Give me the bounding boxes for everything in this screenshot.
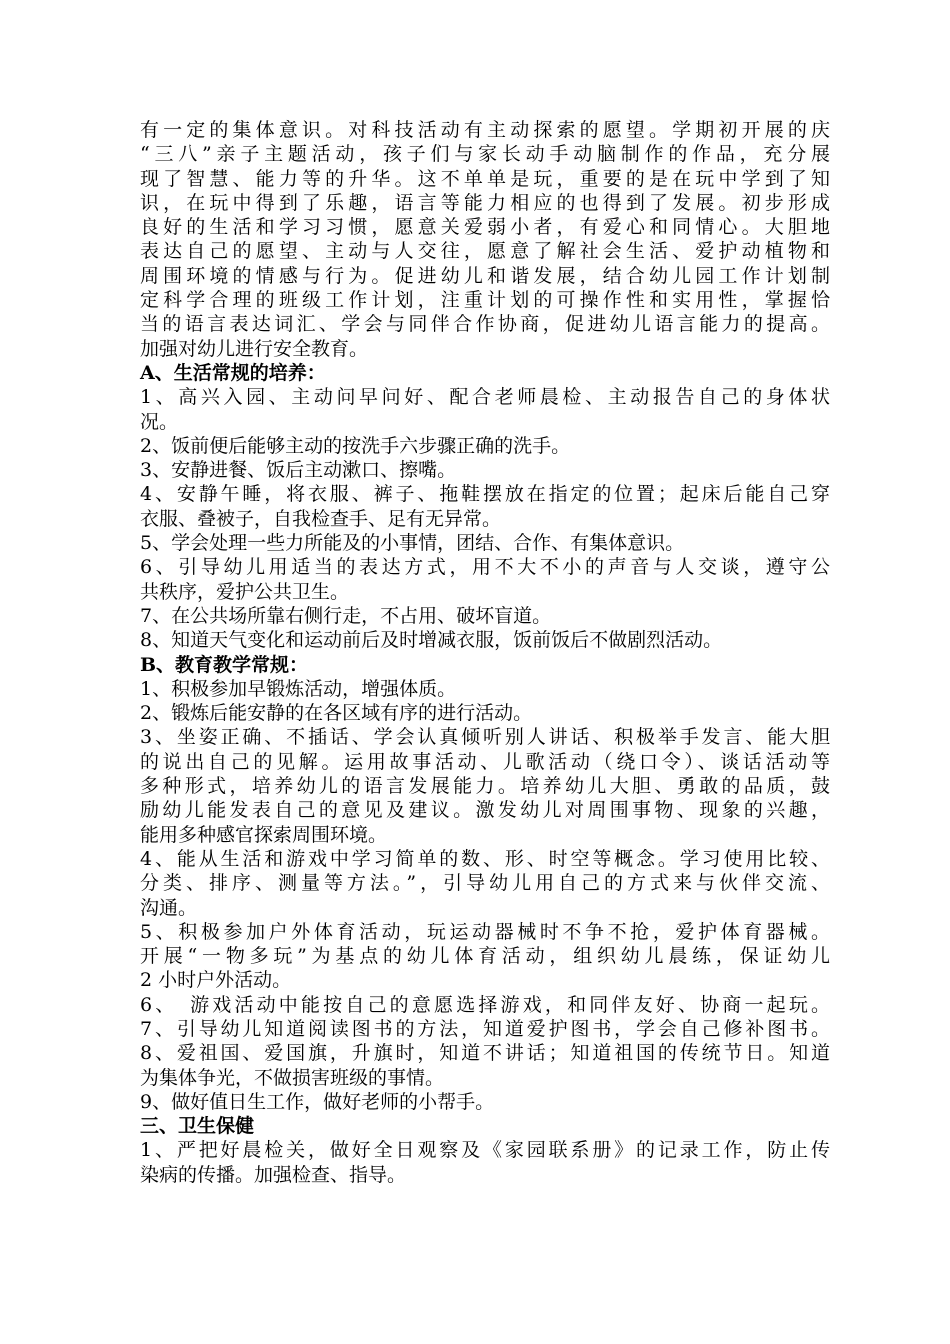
text-line: 的说出自己的见解。运用故事活动、儿歌活动（绕口令）、谈话活动等 (140, 750, 830, 773)
text-line: 染病的传播。加强检查、指导。 (140, 1163, 407, 1186)
text-line: 5、学会处理一些力所能及的小事情，团结、合作、有集体意识。 (140, 532, 685, 555)
text-line: 7、在公共场所靠右侧行走，不占用、破坏盲道。 (140, 604, 552, 627)
text-line: 3、坐姿正确、不插话、学会认真倾听别人讲话、积极举手发言、能大胆 (140, 726, 830, 749)
text-line: 1、高兴入园、主动问早问好、配合老师晨检、主动报告自己的身体状 (140, 386, 830, 409)
text-line: 7、引导幼儿知道阅读图书的方法，知道爱护图书，学会自己修补图书。 (140, 1017, 830, 1040)
text-line: 加强对幼儿进行安全教育。 (140, 337, 369, 360)
text-line: 4、安静午睡，将衣服、裤子、拖鞋摆放在指定的位置；起床后能自己穿 (140, 483, 830, 506)
text-line: 况。 (140, 410, 179, 433)
section-heading: A、生活常规的培养： (140, 361, 326, 384)
text-line: 为集体争光，不做损害班级的事情。 (140, 1066, 445, 1089)
text-line: 4、能从生活和游戏中学习简单的数、形、时空等概念。学习使用比较、 (140, 847, 830, 870)
text-line: 2 小时户外活动。 (140, 969, 292, 992)
text-line: 定科学合理的班级工作计划，注重计划的可操作性和实用性，掌握恰 (140, 289, 830, 312)
text-line: 6、引导幼儿用适当的表达方式，用不大不小的声音与人交谈，遵守公 (140, 556, 830, 579)
text-line: 6、 游戏活动中能按自己的意愿选择游戏，和同伴友好、协商一起玩。 (140, 993, 830, 1016)
text-line: 励幼儿能发表自己的意见及建议。激发幼儿对周围事物、现象的兴趣， (140, 799, 830, 822)
text-line: 1、积极参加早锻炼活动，增强体质。 (140, 677, 457, 700)
text-line: 5、积极参加户外体育活动，玩运动器械时不争不抢，爱护体育器械。 (140, 920, 830, 943)
section-heading: B、教育教学常规： (140, 653, 309, 676)
text-line: 有一定的集体意识。对科技活动有主动探索的愿望。学期初开展的庆 (140, 119, 830, 141)
text-line: 8、爱祖国、爱国旗，升旗时，知道不讲话；知道祖国的传统节日。知道 (140, 1042, 830, 1065)
text-line: 多种形式，培养幼儿的语言发展能力。培养幼儿大胆、勇敢的品质，鼓 (140, 775, 830, 798)
text-line: 良好的生活和学习习惯，愿意关爱弱小者，有爱心和同情心。大胆地 (140, 216, 830, 239)
text-line: 3、安静进餐、饭后主动漱口、擦嘴。 (140, 459, 457, 482)
text-line: “三八”亲子主题活动，孩子们与家长动手动脑制作的作品，充分展 (140, 143, 830, 166)
text-line: 衣服、叠被子，自我检查手、足有无异常。 (140, 507, 502, 530)
text-line: 8、知道天气变化和运动前后及时增减衣服，饭前饭后不做剧烈活动。 (140, 629, 723, 652)
text-line: 表达自己的愿望、主动与人交往，愿意了解社会生活、爱护动植物和 (140, 240, 830, 263)
document-body (140, 118, 830, 1187)
text-line: 2、锻炼后能安静的在各区域有序的进行活动。 (140, 702, 533, 725)
text-line: 现了智慧、能力等的升华。这不单单是玩，重要的是在玩中学到了知 (140, 167, 830, 190)
text-line: 共秩序，爱护公共卫生。 (140, 580, 350, 603)
text-line: 开展“一物多玩”为基点的幼儿体育活动，组织幼儿晨练，保证幼儿 (140, 945, 830, 968)
text-line: 1、严把好晨检关，做好全日观察及《家园联系册》的记录工作，防止传 (140, 1139, 830, 1162)
text-line: 能用多种感官探索周围环境。 (140, 823, 388, 846)
text-line: 9、做好值日生工作，做好老师的小帮手。 (140, 1090, 495, 1113)
text-line: 分类、排序、测量等方法。”，引导幼儿用自己的方式来与伙伴交流、 (140, 872, 830, 895)
text-line: 沟通。 (140, 896, 198, 919)
text-line: 识，在玩中得到了乐趣，语言等能力相应的也得到了发展。初步形成 (140, 191, 830, 214)
text-line: 2、饭前便后能够主动的按洗手六步骤正确的洗手。 (140, 434, 571, 457)
text-line: 当的语言表达词汇、学会与同伴合作协商，促进幼儿语言能力的提高。 (140, 313, 830, 336)
section-heading: 三、卫生保健 (140, 1115, 255, 1138)
text-line: 周围环境的情感与行为。促进幼儿和谐发展，结合幼儿园工作计划制 (140, 264, 830, 287)
